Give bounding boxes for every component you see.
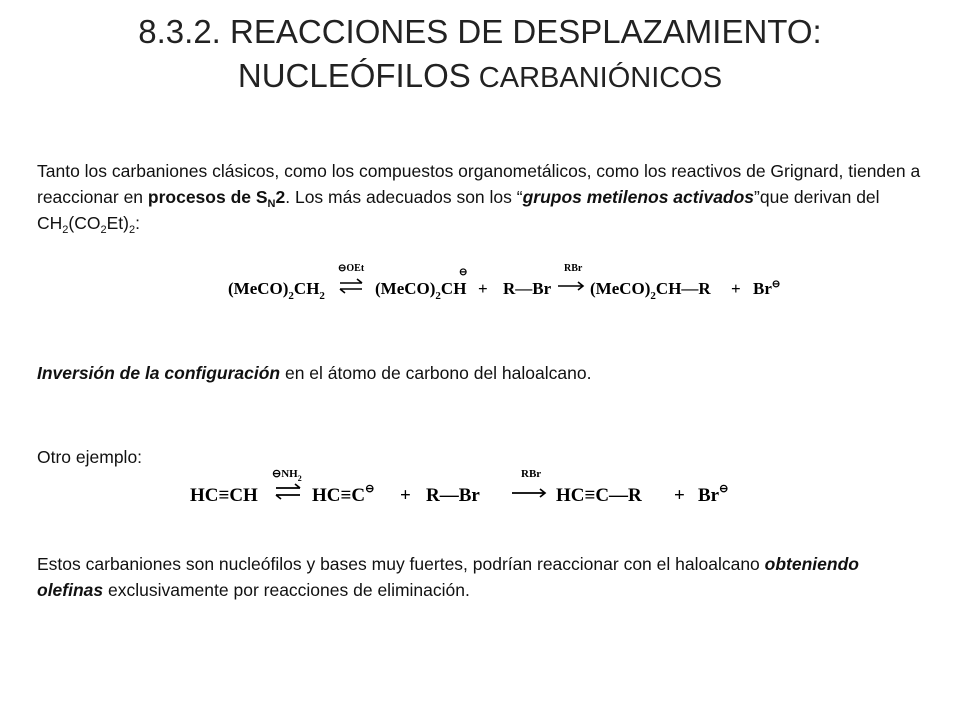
title-line-1: 8.3.2. REACCIONES DE DESPLAZAMIENTO: (138, 13, 822, 50)
p1-text-c: . Los más adecuados son los “ (285, 187, 523, 207)
p1-sn2-2: 2 (275, 187, 286, 207)
intro-paragraph (37, 158, 922, 236)
p4-text-c: exclusivamente por reacciones de eliminación. (103, 580, 470, 600)
r2-forward-arrow (512, 489, 545, 497)
p1-sub1: 2 (62, 224, 69, 236)
p1-text-a: Tanto los carbaniones clásicos, como los compuestos organometálicos, como los reactivos de Grignard, tienden a reaccionar en (37, 161, 921, 207)
conclusion-paragraph (37, 551, 922, 603)
p2-inversion: Inversión de la configuración (37, 363, 281, 383)
r1-bromide: Br⊖ (753, 279, 781, 298)
slide-title (0, 10, 960, 100)
p1-activated-groups: grupos metilenos activados (522, 187, 755, 207)
p1-sn2: procesos de S (147, 187, 268, 207)
title-line-2 (0, 54, 960, 100)
r2-reagent-amide: $⊖NH_2$ (272, 468, 302, 483)
p1-text-g: Et) (106, 213, 129, 233)
title-line-2a: NUCLEÓFILOS (237, 57, 471, 94)
reaction-malonate-equation (228, 262, 788, 307)
p4-olefins: obteniendo olefinas (37, 554, 859, 600)
p1-text-e: ”que derivan del CH (37, 187, 880, 233)
r2-bromide: Br⊖ (698, 483, 729, 506)
r1-reactant: $(MeCO)_2CH_2$ (228, 279, 325, 302)
inversion-paragraph (37, 360, 922, 386)
other-example-label: Otro ejemplo: (37, 447, 143, 467)
r2-equilibrium-arrow (276, 484, 300, 499)
r2-acetylide: HC≡C⊖ (312, 483, 375, 506)
reaction-acetylide-equation (190, 466, 750, 516)
p1-sn2-sub: N (267, 198, 276, 210)
r2-plus-2: + (674, 485, 685, 506)
r1-plus-2: + (731, 279, 741, 298)
p2-text: en el átomo de carbono del haloalcano. (280, 363, 592, 383)
p1-sub3: 2 (128, 224, 136, 236)
p1-text-f: (CO (68, 213, 101, 233)
r1-reagent-rbr: RBr (564, 263, 583, 274)
r2-plus-1: + (400, 485, 411, 506)
r1-anion-charge: ⊖ (459, 267, 468, 278)
r2-reactant: HC≡CH (190, 485, 258, 506)
r1-plus-1: + (478, 279, 488, 298)
r2-product: HC≡C—R (556, 485, 642, 506)
r1-forward-arrow (558, 282, 583, 290)
p1-text-h: : (135, 213, 140, 233)
r1-product: $(MeCO)_2CH—R$ (590, 279, 711, 302)
p1-sub2: 2 (100, 224, 107, 236)
r1-reagent-ethoxide: ⊖OEt (338, 263, 365, 274)
r2-reagent-rbr: RBr (521, 468, 542, 480)
r1-equilibrium-arrow (340, 279, 362, 293)
r2-alkyl-bromide: R—Br (426, 485, 480, 506)
r1-alkyl-bromide: R—Br (503, 279, 552, 298)
title-line-2b: CARBANIÓNICOS (470, 62, 723, 94)
r1-carbanion: $(MeCO)_2CH$ (375, 279, 467, 302)
p4-text-a: Estos carbaniones son nucleófilos y bases muy fuertes, podrían reaccionar con el haloalcano (37, 554, 765, 574)
